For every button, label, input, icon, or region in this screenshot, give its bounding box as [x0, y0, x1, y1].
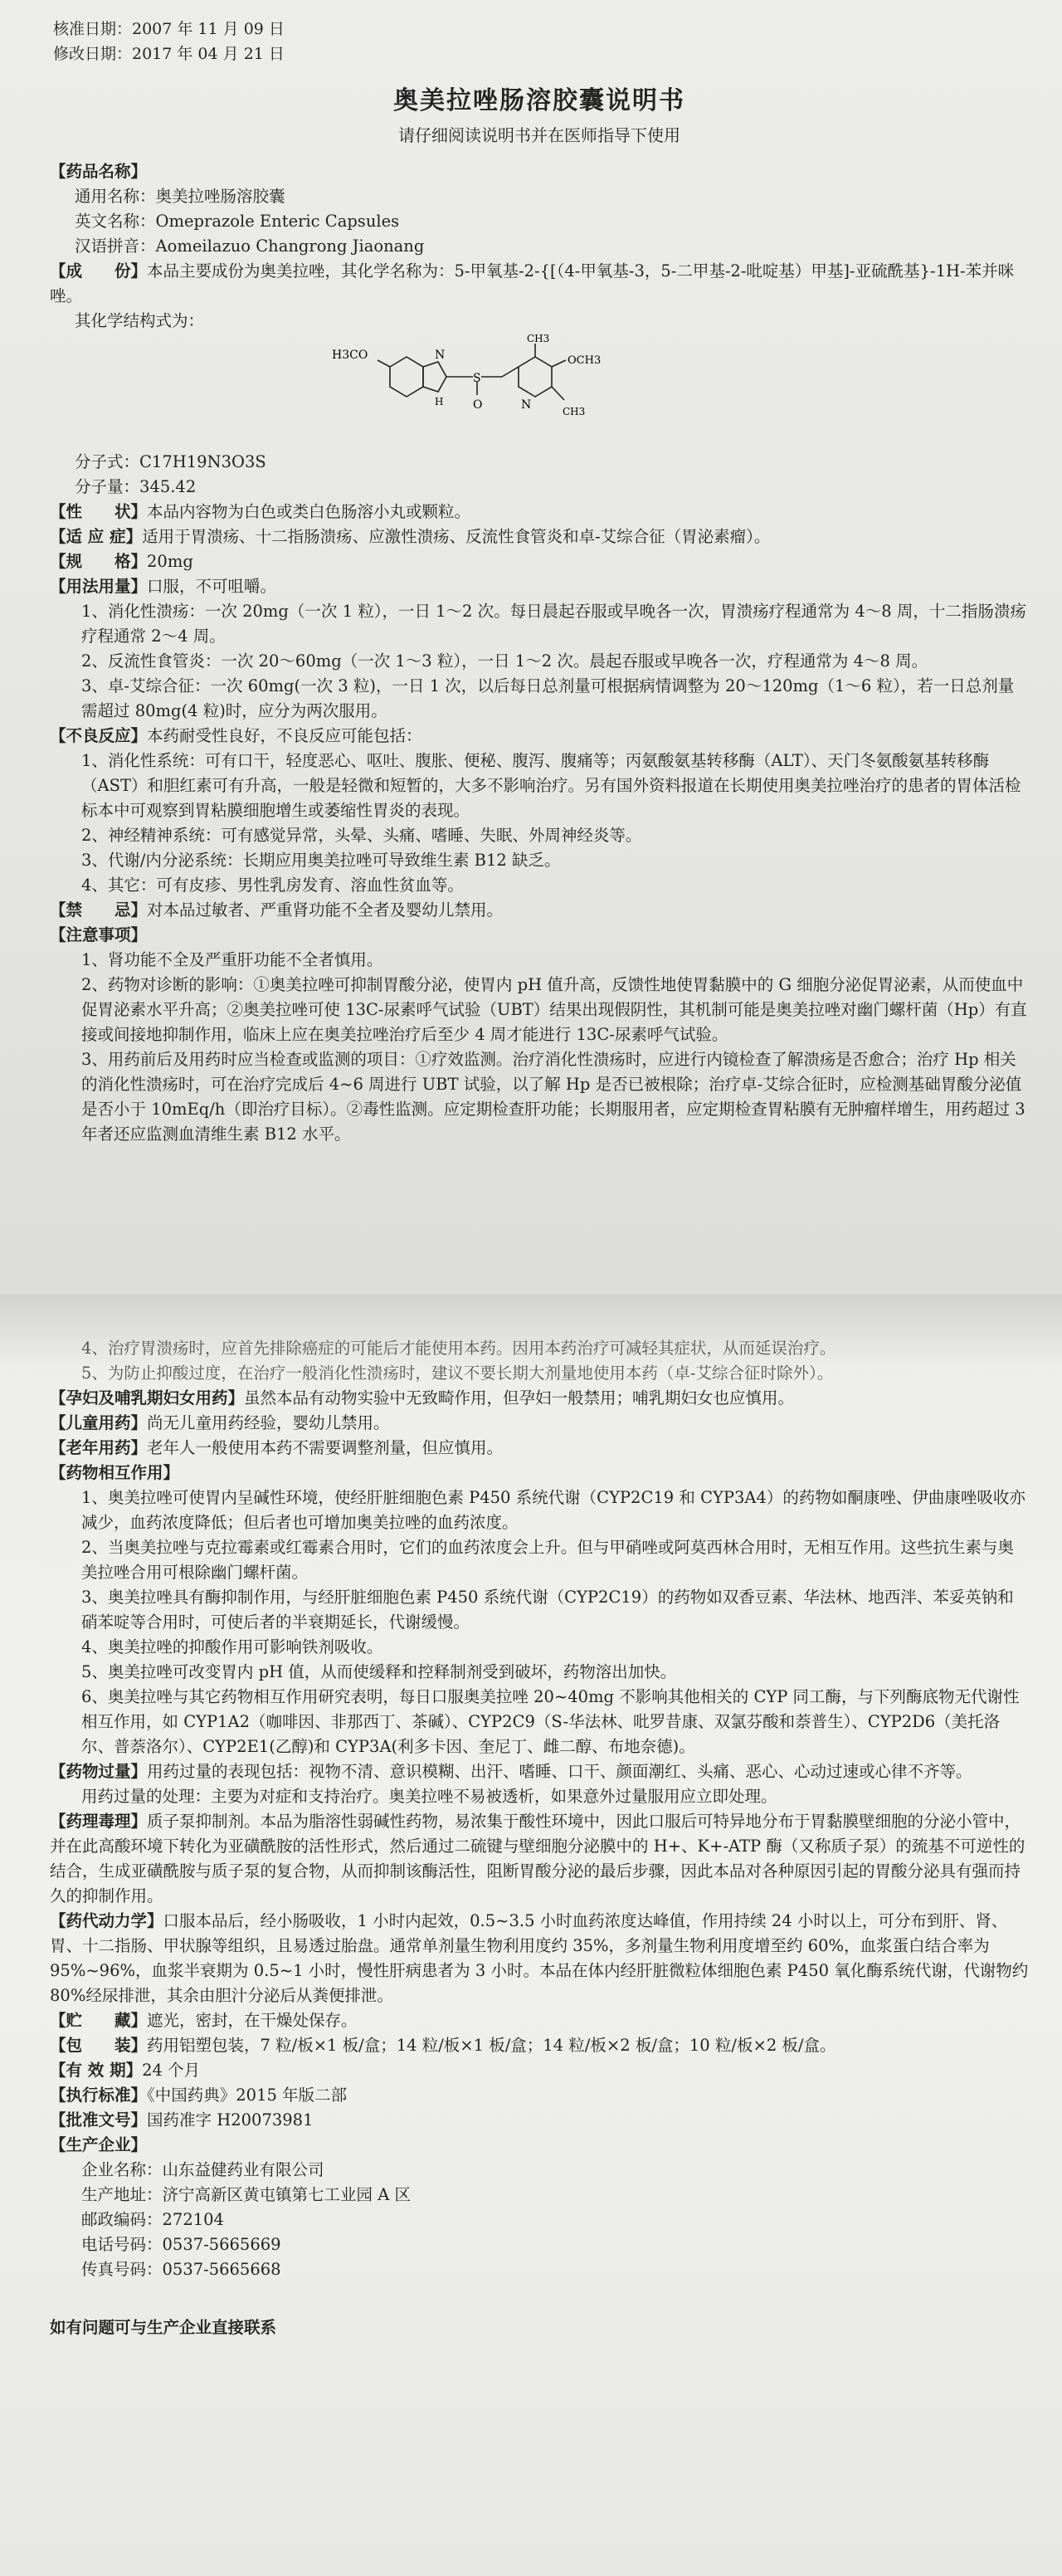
validity-header: 【有 效 期】: [50, 2061, 143, 2080]
package-header: 【包 装】: [50, 2036, 148, 2055]
properties-header: 【性 状】: [50, 502, 148, 521]
chemical-structure: [50, 334, 1029, 450]
adverse-item: 2、神经精神系统：可有感觉异常，头晕、头痛、嗜睡、失眠、外周神经炎等。: [81, 826, 642, 845]
standard-row: [50, 2083, 1029, 2108]
properties-row: [50, 500, 1029, 524]
molecular-weight: 分子量：345.42: [75, 477, 197, 496]
composition-text: 本品主要成份为奥美拉唑，其化学名称为：5-甲氧基-2-{[（4-甲氧基-3，5-二甲基-2-吡啶基）甲基]-亚硫酰基}-1H-苯并咪唑。: [50, 261, 1015, 305]
revision-date: 修改日期：2017 年 04 月 21 日: [53, 45, 285, 63]
interaction-item: 1、奥美拉唑可使胃内呈碱性环境，使经肝脏细胞色素 P450 系统代谢（CYP2C19 和 CYP3A4）的药物如酮康唑、伊曲康唑吸收亦减少，血药浓度降低；但后者也可增加奥美拉唑的血药浓度。: [81, 1488, 1025, 1532]
adverse-text: 本药耐受性良好，不良反应可能包括：: [147, 726, 422, 745]
children-text: 尚无儿童用药经验，婴幼儿禁用。: [147, 1413, 390, 1432]
adverse-row: [50, 724, 1029, 749]
adverse-item: 4、其它：可有皮疹、男性乳房发育、溶血性贫血等。: [81, 876, 464, 895]
precaution-item: 1、肾功能不全及严重肝功能不全者慎用。: [81, 950, 383, 969]
molecular-formula: 分子式：C17H19N3O3S: [75, 452, 266, 471]
omeprazole-structure-diagram: [332, 334, 680, 442]
document-title: 奥美拉唑肠溶胶囊说明书: [393, 86, 685, 115]
manufacturer-zip: 邮政编码：272104: [81, 2210, 224, 2229]
dosage-item: 2、反流性食管炎：一次 20～60mg（一次 1～3 粒），一日 1～2 次。晨起吞服或早晚各一次，疗程通常为 4～8 周。: [81, 651, 928, 671]
indications-text: 适用于胃溃疡、十二指肠溃疡、应激性溃疡、反流性食管炎和卓-艾综合征（胃泌素瘤）。: [142, 527, 771, 546]
approval-row: [50, 2108, 1029, 2133]
contra-header: 【禁 忌】: [50, 900, 148, 920]
pharmacology-text: 质子泵抑制剂。本品为脂溶性弱碱性药物，易浓集于酸性环境中，因此口服后可特异地分布于胃黏膜壁细胞的分泌小管中，并在此高酸环境下转化为亚磺酰胺的活性形式，然后通过二硫键与壁细胞分泌膜中的 H+、K+-ATP 酶（又称质子泵）的巯基不可逆性的结合，生成亚磺酰胺与质子泵的复合物，从而抑制该酶活性，阻断胃酸分泌的最后步骤，因此本品对各种原因引起的胃酸分泌具有强而持久的抑制作用。: [50, 1812, 1025, 1905]
indications-header: 【适 应 症】: [50, 527, 143, 546]
spec-header: 【规 格】: [50, 552, 148, 571]
dosage-row: [50, 574, 1029, 599]
precaution-item: 4、治疗胃溃疡时，应首先排除癌症的可能后才能使用本药。因用本药治疗可减轻其症状，从而延误治疗。: [81, 1339, 836, 1358]
overdose-text: 用药过量的表现包括：视物不清、意识模糊、出汗、嗜睡、口干、颜面潮红、头痛、恶心、心动过速或心律不齐等。: [147, 1762, 972, 1781]
manufacturer-address: 生产地址：济宁高新区黄屯镇第七工业园 A 区: [81, 2185, 411, 2204]
english-name: 英文名称：Omeprazole Enteric Capsules: [75, 212, 400, 231]
validity-text: 24 个月: [142, 2061, 201, 2080]
elderly-header: 【老年用药】: [50, 1438, 148, 1457]
spec-text: 20mg: [147, 552, 193, 571]
pregnancy-header: 【孕妇及哺乳期妇女用药】: [50, 1388, 245, 1408]
overdose-treatment: 用药过量的处理：主要为对症和支持治疗。奥美拉唑不易被透析，如果意外过量服用应立即处理。: [81, 1787, 777, 1806]
spec-row: [50, 549, 1029, 574]
struct-label-ch3-bottom: CH3: [563, 406, 586, 417]
composition-row: [50, 259, 1029, 309]
content-part2: [50, 1336, 1029, 2340]
footer-note: 如有问题可与生产企业直接联系: [50, 2318, 277, 2337]
children-header: 【儿童用药】: [50, 1413, 148, 1432]
structure-label: 其化学结构式为：: [75, 311, 205, 330]
precaution-item: 5、为防止抑酸过度，在治疗一般消化性溃疡时，建议不要长期大剂量地使用本药（卓-艾综合征时除外）。: [81, 1364, 834, 1383]
interaction-item: 2、当奥美拉唑与克拉霉素或红霉素合用时，它们的血药浓度会上升。但与甲硝唑或阿莫西林合用时，无相互作用。这些抗生素与奥美拉唑合用可根除幽门螺杆菌。: [81, 1538, 1014, 1582]
elderly-row: [50, 1436, 1029, 1461]
manufacturer-header: 【生产企业】: [50, 2135, 148, 2154]
pharmacokinetics-header: 【药代动力学】: [50, 1911, 163, 1930]
manufacturer-fax: 传真号码：0537-5665668: [81, 2260, 281, 2279]
precautions-header: 【注意事项】: [50, 925, 148, 944]
struct-label-n1: N: [435, 349, 446, 362]
struct-label-h: H: [435, 396, 444, 407]
pinyin-name: 汉语拼音：Aomeilazuo Changrong Jiaonang: [75, 237, 425, 256]
dosage-item: 3、卓-艾综合征：一次 60mg(一次 3 粒)，一日 1 次，以后每日总剂量可根据病情调整为 20～120mg（1～6 粒），若一日总剂量需超过 80mg(4 粒)时，应分为两次服用。: [81, 676, 1015, 720]
pharmacology-header: 【药理毒理】: [50, 1812, 148, 1831]
struct-label-o: O: [473, 398, 483, 412]
contra-text: 对本品过敏者、严重肾功能不全者及婴幼儿禁用。: [147, 900, 504, 920]
dosage-item: 1、消化性溃疡：一次 20mg（一次 1 粒），一日 1～2 次。每日晨起吞服或早晚各一次，胃溃疡疗程通常为 4～8 周，十二指肠溃疡疗程通常 2～4 周。: [81, 602, 1026, 646]
contra-row: [50, 898, 1029, 923]
storage-text: 遮光，密封，在干燥处保存。: [147, 2011, 358, 2030]
approval-date: 核准日期：2007 年 11 月 09 日: [53, 20, 285, 38]
precaution-item: 2、药物对诊断的影响：①奥美拉唑可抑制胃酸分泌，使胃内 pH 值升高，反馈性地使胃黏膜中的 G 细胞分泌促胃泌素，从而使血中促胃泌素水平升高；②奥美拉唑可使 13C-尿素呼气试验（UBT）结果出现假阴性，其机制可能是奥美拉唑对幽门螺杆菌（Hp）有直接或间接地抑制作用，临床上应在奥美拉唑治疗后至少 4 周才能进行 13C-尿素呼气试验。: [81, 975, 1027, 1044]
struct-label-ch3-top: CH3: [527, 334, 550, 344]
manufacturer-phone: 电话号码：0537-5665669: [81, 2235, 281, 2254]
overdose-row: [50, 1759, 1029, 1784]
interaction-item: 5、奥美拉唑可改变胃内 pH 值，从而使缓释和控释制剂受到破坏，药物溶出加快。: [81, 1662, 677, 1681]
content-part1: [50, 17, 1029, 1147]
adverse-item: 1、消化性系统：可有口干，轻度恶心、呕吐、腹胀、便秘、腹泻、腹痛等；丙氨酸氨基转移酶（ALT）、天门冬氨酸氨基转移酶（AST）和胆红素可有升高，一般是轻微和短暂的，大多不影响治疗。另有国外资料报道在长期使用奥美拉唑治疗的患者的胃体活检标本中可观察到胃粘膜细胞增生或萎缩性胃炎的表现。: [81, 751, 1021, 820]
interaction-item: 3、奥美拉唑具有酶抑制作用，与经肝脏细胞色素 P450 系统代谢（CYP2C19）的药物如双香豆素、华法林、地西泮、苯妥英钠和硝苯啶等合用时，可使后者的半衰期延长，代谢缓慢。: [81, 1588, 1014, 1632]
composition-header: 【成 份】: [50, 261, 148, 281]
pregnancy-row: [50, 1386, 1029, 1411]
dosage-text: 口服，不可咀嚼。: [147, 577, 277, 596]
overdose-header: 【药物过量】: [50, 1762, 148, 1781]
dosage-header: 【用法用量】: [50, 577, 148, 596]
children-row: [50, 1411, 1029, 1436]
storage-row: [50, 2008, 1029, 2033]
elderly-text: 老年人一般使用本药不需要调整剂量，但应慎用。: [147, 1438, 504, 1457]
interactions-header: 【药物相互作用】: [50, 1463, 180, 1482]
package-row: [50, 2033, 1029, 2058]
package-text: 药用铝塑包装，7 粒/板×1 板/盒；14 粒/板×1 板/盒；14 粒/板×2 板/盒；10 粒/板×2 板/盒。: [147, 2036, 836, 2055]
validity-row: [50, 2058, 1029, 2083]
pregnancy-text: 虽然本品有动物实验中无致畸作用，但孕妇一般禁用；哺乳期妇女也应慎用。: [244, 1388, 795, 1408]
struct-label-och3: OCH3: [568, 354, 602, 367]
document-subtitle: 请仔细阅读说明书并在医师指导下使用: [398, 125, 680, 145]
drug-name-header: 【药品名称】: [50, 162, 148, 181]
pharmacokinetics-text: 口服本品后，经小肠吸收，1 小时内起效，0.5~3.5 小时血药浓度达峰值，作用持续 24 小时以上，可分布到肝、肾、胃、十二指肠、甲状腺等组织，且易透过胎盘。通常单剂量生物利用度约 35%，多剂量生物利用度增至约 60%，血浆蛋白结合率为 95%~96%，血浆半衰期为 0.5~1 小时，慢性肝病患者为 3 小时。本品在体内经肝脏微粒体细胞色素 P450 氧化酶系统代谢，代谢物约 80%经尿排泄，其余由胆汁分泌后从粪便排泄。: [50, 1911, 1029, 2005]
pharmacology-row: [50, 1809, 1029, 1909]
interaction-item: 4、奥美拉唑的抑酸作用可影响铁剂吸收。: [81, 1637, 383, 1656]
approval-text: 国药准字 H20073981: [147, 2110, 314, 2130]
manufacturer-name: 企业名称：山东益健药业有限公司: [81, 2160, 324, 2179]
struct-label-h3co: H3CO: [332, 349, 368, 362]
adverse-item: 3、代谢/内分泌系统：长期应用奥美拉唑可导致维生素 B12 缺乏。: [81, 851, 561, 870]
indications-row: [50, 524, 1029, 549]
adverse-header: 【不良反应】: [50, 726, 148, 745]
standard-header: 【执行标准】: [50, 2086, 148, 2105]
storage-header: 【贮 藏】: [50, 2011, 148, 2030]
generic-name: 通用名称：奥美拉唑肠溶胶囊: [75, 187, 285, 206]
properties-text: 本品内容物为白色或类白色肠溶小丸或颗粒。: [147, 502, 471, 521]
standard-text: 《中国药典》2015 年版二部: [147, 2086, 348, 2105]
interaction-item: 6、奥美拉唑与其它药物相互作用研究表明，每日口服奥美拉唑 20~40mg 不影响其他相关的 CYP 同工酶，与下列酶底物无代谢性相互作用，如 CYP1A2（咖啡因、非那西丁、茶碱）、CYP2C9（S-华法林、吡罗昔康、双氯芬酸和萘普生）、CYP2D6（美托洛尔、普萘洛尔）、CYP2E1(乙醇)和 CYP3A(利多卡因、奎尼丁、雌二醇、布地奈德)。: [81, 1687, 1020, 1756]
pharmacokinetics-row: [50, 1909, 1029, 2008]
precaution-item: 3、用药前后及用药时应当检查或监测的项目：①疗效监测。治疗消化性溃疡时，应进行内镜检查了解溃疡是否愈合；治疗 Hp 相关的消化性溃疡时，可在治疗完成后 4~6 周进行 UBT 试验，以了解 Hp 是否已被根除；治疗卓-艾综合征时，应检测基础胃酸分泌值是否小于 10mEq/h（即治疗目标）。②毒性监测。应定期检查肝功能；长期服用者，应定期检查胃粘膜有无肿瘤样增生，用药超过 3 年者还应监测血清维生素 B12 水平。: [81, 1050, 1025, 1144]
struct-label-n2: N: [521, 398, 532, 412]
approval-header: 【批准文号】: [50, 2110, 148, 2130]
struct-label-s: S: [473, 372, 481, 385]
